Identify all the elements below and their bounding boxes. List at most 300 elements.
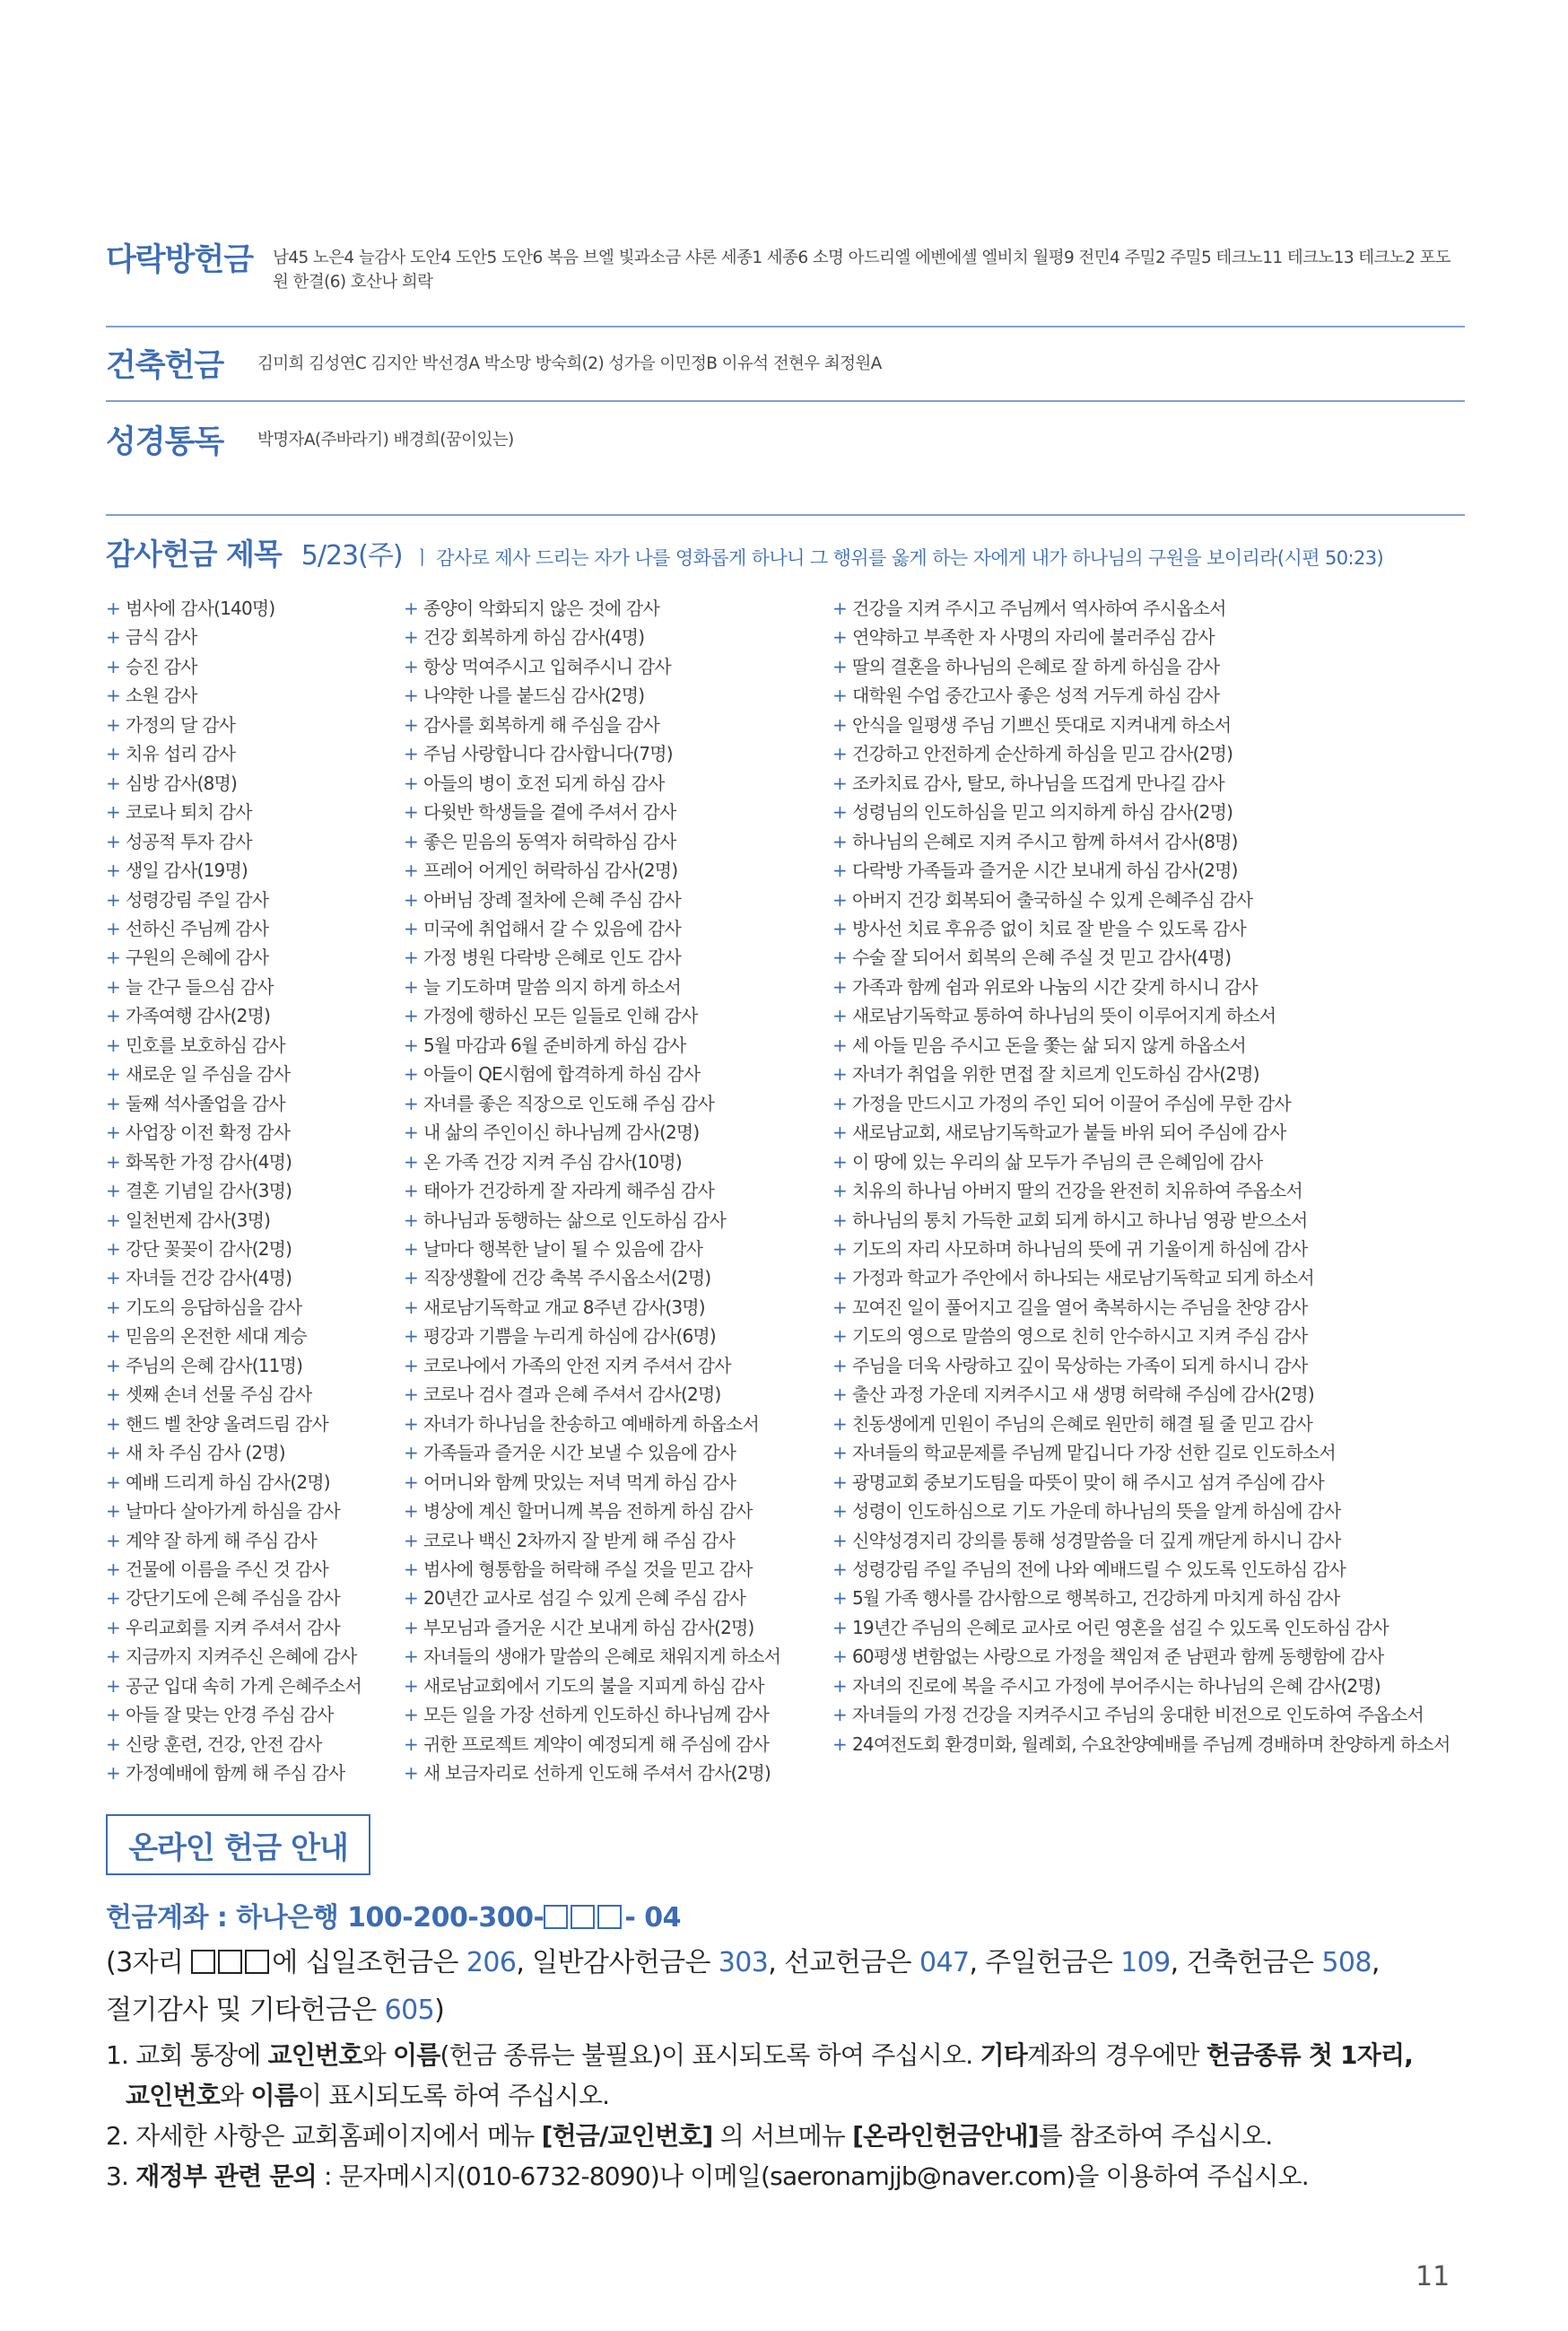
thanks-item: [832, 1060, 1450, 1088]
thanks-item-text: 가정의 달 감사: [125, 713, 236, 736]
plus-icon: +: [106, 1616, 120, 1638]
plus-icon: +: [404, 888, 418, 911]
note-text: (헌금 종류는 불필요)이 표시되도록 하여 주십시오.: [440, 2040, 980, 2070]
thanks-item-text: 내 삶의 주인이신 하나님께 감사(2명): [422, 1122, 700, 1144]
thanks-item: [832, 1001, 1450, 1030]
thanks-item: [404, 1700, 780, 1729]
plus-icon: +: [832, 947, 847, 969]
thanks-item: [106, 1759, 362, 1787]
thanks-item: [404, 1263, 780, 1292]
thanks-item-text: 새로남기독학교 통하여 하나님의 뜻이 이루어지게 하소서: [851, 1005, 1276, 1027]
plus-icon: +: [404, 830, 418, 852]
thanks-item-text: 가정 병원 다락방 은혜로 인도 감사: [422, 947, 682, 969]
thanks-item-text: 건물에 이름을 주신 것 감사: [125, 1558, 328, 1580]
thanks-item: [106, 1089, 362, 1118]
thanks-item: [106, 652, 362, 681]
thanks-item-text: 이 땅에 있는 우리의 삶 모두가 주님의 큰 은혜임에 감사: [851, 1150, 1263, 1173]
thanks-item-text: 19년간 주님의 은혜로 교사로 어린 영혼을 섬길 수 있도록 인도하심 감사: [851, 1616, 1389, 1638]
thanks-item: [832, 594, 1450, 623]
note-bold: [온라인헌금안내]: [852, 2121, 1039, 2151]
thanks-item-text: 병상에 계신 할머니께 복음 전하게 하심 감사: [422, 1500, 753, 1523]
thanks-item: [832, 1642, 1450, 1671]
thanks-item-text: 예배 드리게 하심 감사(2명): [125, 1471, 330, 1493]
plus-icon: +: [832, 1092, 847, 1114]
thanks-item: [404, 739, 780, 768]
blank-box: [191, 1950, 215, 1974]
thanks-item-text: 광명교회 중보기도팀을 따뜻이 맞이 해 주시고 섬겨 주심에 감사: [851, 1471, 1324, 1493]
thanks-item: [404, 973, 780, 1001]
thanks-item-text: 범사에 형통함을 허락해 주실 것을 믿고 감사: [422, 1558, 753, 1580]
plus-icon: +: [404, 1646, 418, 1668]
thanks-item: [106, 1206, 362, 1235]
thanks-item: [404, 914, 780, 943]
thanks-item-text: 자녀가 취업을 위한 면접 잘 치르게 인도하심 감사(2명): [851, 1063, 1259, 1086]
plus-icon: +: [832, 626, 847, 649]
plus-icon: +: [106, 743, 120, 765]
plus-icon: +: [832, 685, 847, 707]
thanks-item: [106, 623, 362, 651]
plus-icon: +: [106, 1063, 120, 1086]
thanks-item-text: 생일 감사(19명): [125, 860, 248, 882]
thanks-item-text: 새로남교회에서 기도의 불을 지피게 하심 감사: [422, 1674, 764, 1697]
thanks-item-text: 우리교회를 지켜 주셔서 감사: [125, 1616, 340, 1638]
thanks-item-text: 강단기도에 은혜 주심을 감사: [125, 1587, 340, 1610]
thanks-divider: [106, 514, 1465, 516]
thanks-item: [832, 1293, 1450, 1322]
thanks-verse: ㅣ 감사로 제사 드리는 자가 나를 영화롭게 하나니 그 행위를 옳게 하는 자에게 내가 하나님의 구원을 보이리라(시편 50:23): [413, 547, 1384, 569]
note-text: 1. 교회 통장에: [106, 2040, 268, 2070]
note-bold: [헌금/교인번호]: [541, 2121, 713, 2151]
plus-icon: +: [404, 1471, 418, 1493]
thanks-item-text: 수술 잘 되어서 회복의 은혜 주실 것 믿고 감사(4명): [851, 947, 1232, 969]
thanks-item: [832, 681, 1450, 710]
thanks-item-text: 자녀들 건강 감사(4명): [125, 1267, 292, 1289]
thanks-item-text: 20년간 교사로 섬길 수 있게 은혜 주심 감사: [422, 1587, 746, 1610]
thanks-item: [404, 681, 780, 710]
note-text: : 문자메시지(010-6732-8090)나 이메일(saeronamjjb@naver.com)을 이용하여 주십시오.: [316, 2161, 1309, 2191]
thanks-item-text: 코로나 백신 2차까지 잘 받게 해 주심 감사: [422, 1529, 736, 1551]
thanks-item: [404, 1380, 780, 1409]
thanks-item: [106, 1584, 362, 1612]
thanks-item: [106, 973, 362, 1001]
thanks-item: [404, 1730, 780, 1759]
codes-close: ): [434, 1995, 445, 2026]
plus-icon: +: [832, 1209, 847, 1231]
thanks-item: [106, 1263, 362, 1292]
thanks-item: [106, 1235, 362, 1263]
plus-icon: +: [832, 1412, 847, 1435]
thanks-item: [106, 1497, 362, 1525]
thanks-item: [404, 1322, 780, 1350]
thanks-item-text: 프레어 어게인 허락하심 감사(2명): [422, 860, 678, 882]
thanks-item-text: 치유의 하나님 아버지 딸의 건강을 완전히 치유하여 주옵소서: [851, 1180, 1302, 1202]
thanks-item-text: 코로나 퇴치 감사: [125, 801, 252, 824]
thanks-item: [404, 1060, 780, 1088]
thanks-item-text: 5월 가족 행사를 감사함으로 행복하고, 건강하게 마치게 하심 감사: [851, 1587, 1340, 1610]
thanks-item: [106, 1031, 362, 1060]
plus-icon: +: [832, 1063, 847, 1086]
plus-icon: +: [106, 860, 120, 882]
thanks-item-text: 대학원 수업 중간고사 좋은 성적 거두게 하심 감사: [851, 685, 1220, 707]
thanks-item-text: 주님 사랑합니다 감사합니다(7명): [422, 743, 673, 765]
thanks-item: [832, 973, 1450, 1001]
thanks-item-text: 아들이 QE시험에 합격하게 하심 감사: [422, 1063, 701, 1086]
plus-icon: +: [106, 1529, 120, 1551]
plus-icon: +: [404, 1384, 418, 1406]
thanks-item-text: 둘째 석사졸업을 감사: [125, 1092, 285, 1114]
thanks-item-text: 연약하고 부족한 자 사명의 자리에 불러주심 감사: [851, 626, 1215, 649]
plus-icon: +: [106, 1471, 120, 1493]
thanks-item-text: 기도의 자리 사모하며 하나님의 뜻에 귀 기울이게 하심에 감사: [851, 1237, 1308, 1260]
thanks-column-2: [404, 594, 780, 1788]
thanks-item-text: 모든 일을 가장 선하게 인도하신 하나님께 감사: [422, 1704, 770, 1726]
thanks-item: [404, 1642, 780, 1671]
thanks-item-text: 종양이 악화되지 않은 것에 감사: [422, 598, 659, 619]
note-text: 이 표시되도록 하여 주십시오.: [297, 2081, 610, 2110]
thanks-item: [106, 1526, 362, 1555]
plus-icon: +: [106, 830, 120, 852]
plus-icon: +: [832, 772, 847, 794]
plus-icon: +: [832, 1471, 847, 1493]
thanks-item-text: 5월 마감과 6월 준비하게 하심 감사: [422, 1034, 686, 1056]
plus-icon: +: [106, 598, 120, 619]
plus-icon: +: [106, 1412, 120, 1435]
note-bold: 교인번호: [126, 2081, 220, 2110]
plus-icon: +: [106, 917, 120, 939]
darak-names: 남45 노은4 늘감사 도안4 도안5 도안6 복음 브엘 빛과소금 샤론 세종1 세종6 소명 아드리엘 에벤에셀 엘비치 월평9 전민4 주밀2 주밀5 테크노11 테크노13 테크노2 포도원 한결(6) 호산나 희락: [273, 249, 1451, 292]
thanks-item: [106, 1730, 362, 1759]
thanks-item: [404, 1206, 780, 1235]
thanks-item: [404, 1351, 780, 1380]
thanks-item: [404, 856, 780, 885]
plus-icon: +: [106, 1587, 120, 1610]
thanks-item: [832, 1235, 1450, 1263]
thanks-item: [106, 1613, 362, 1642]
plus-icon: +: [106, 1209, 120, 1231]
building-divider: [106, 400, 1465, 402]
codes-mission-label: , 선교헌금은: [768, 1947, 919, 1978]
thanks-item: [404, 798, 780, 826]
plus-icon: +: [106, 685, 120, 707]
plus-icon: +: [832, 1354, 847, 1376]
thanks-item: [106, 914, 362, 943]
thanks-item-text: 세 아들 믿음 주시고 돈을 쫓는 삶 되지 않게 하옵소서: [851, 1034, 1246, 1056]
thanks-item: [404, 769, 780, 798]
bible-title: 성경통독: [106, 424, 224, 460]
plus-icon: +: [404, 1529, 418, 1551]
thanks-item-text: 태아가 건강하게 잘 자라게 해주심 감사: [422, 1180, 715, 1202]
codes-line-2: [106, 1986, 1451, 2034]
plus-icon: +: [404, 1587, 418, 1610]
thanks-item-text: 아들의 병이 호전 되게 하심 감사: [422, 772, 665, 794]
thanks-item-text: 부모님과 즐거운 시간 보내게 하심 감사(2명): [422, 1616, 754, 1638]
plus-icon: +: [832, 1704, 847, 1726]
thanks-item: [404, 1293, 780, 1322]
plus-icon: +: [404, 1237, 418, 1260]
thanks-item-text: 미국에 취업해서 갈 수 있음에 감사: [422, 917, 682, 939]
plus-icon: +: [106, 626, 120, 649]
thanks-item-text: 날마다 행복한 날이 될 수 있음에 감사: [422, 1237, 703, 1260]
offering-codes: [106, 1939, 1451, 2034]
plus-icon: +: [832, 655, 847, 677]
plus-icon: +: [404, 1354, 418, 1376]
thanks-item: [106, 681, 362, 710]
plus-icon: +: [404, 1616, 418, 1638]
thanks-item-text: 24여전도회 환경미화, 월례회, 수요찬양예배를 주님께 경배하며 찬양하게 하소서: [851, 1733, 1450, 1755]
plus-icon: +: [404, 1034, 418, 1056]
plus-icon: +: [404, 743, 418, 765]
building-title: 건축헌금: [106, 348, 224, 384]
thanks-item-text: 아들 잘 맞는 안경 주심 감사: [125, 1704, 334, 1726]
codes-line-1: (3자리 에 십일조헌금은 206, 일반감사헌금은 303, 선교헌금은 047, 주일헌금은 109, 건축헌금은 508,: [106, 1947, 1380, 1978]
thanks-item: [106, 1438, 362, 1467]
thanks-item: [404, 594, 780, 623]
thanks-item: [832, 1118, 1450, 1147]
thanks-item-text: 공군 입대 속히 가게 은혜주소서: [125, 1674, 362, 1697]
thanks-item: [106, 1176, 362, 1205]
plus-icon: +: [106, 772, 120, 794]
code-sunday: 109: [1120, 1947, 1171, 1978]
plus-icon: +: [404, 947, 418, 969]
plus-icon: +: [404, 1674, 418, 1697]
plus-icon: +: [106, 655, 120, 677]
thanks-item: [832, 1263, 1450, 1292]
thanks-item-text: 새로남교회, 새로남기독학교가 붙들 바위 되어 주심에 감사: [851, 1122, 1286, 1144]
codes-tithe-label: 에 십일조헌금은: [272, 1947, 466, 1978]
plus-icon: +: [106, 1558, 120, 1580]
code-mission: 047: [919, 1947, 970, 1978]
codes-sunday-label: , 주일헌금은: [969, 1947, 1121, 1978]
plus-icon: +: [832, 975, 847, 998]
plus-icon: +: [404, 772, 418, 794]
plus-icon: +: [106, 1092, 120, 1114]
thanks-item: [404, 886, 780, 914]
plus-icon: +: [404, 1150, 418, 1173]
thanks-item-text: 하나님의 은혜로 지켜 주시고 함께 하셔서 감사(8명): [851, 830, 1238, 852]
notes: [106, 2035, 1469, 2196]
thanks-item-text: 가족여행 감사(2명): [125, 1005, 271, 1027]
plus-icon: +: [404, 1733, 418, 1755]
note-3: [106, 2156, 1469, 2196]
plus-icon: +: [832, 1122, 847, 1144]
thanks-item-text: 강단 꽃꽂이 감사(2명): [125, 1237, 292, 1260]
darak-divider: [106, 326, 1465, 327]
plus-icon: +: [832, 917, 847, 939]
thanks-item: [106, 1468, 362, 1497]
plus-icon: +: [106, 1500, 120, 1523]
account-prefix: 헌금계좌 : 하나은행 100-200-300-: [106, 1902, 544, 1934]
note-bold: 이름: [250, 2081, 298, 2110]
plus-icon: +: [832, 830, 847, 852]
plus-icon: +: [404, 1180, 418, 1202]
plus-icon: +: [404, 1325, 418, 1348]
online-offering-title: 온라인 헌금 안내: [128, 1829, 348, 1866]
note-text: 의 서브메뉴: [712, 2121, 853, 2151]
thanks-item: [404, 1118, 780, 1147]
thanks-item-text: 승진 감사: [125, 655, 197, 677]
blank-box: [245, 1950, 269, 1974]
thanks-item: [106, 1351, 362, 1380]
plus-icon: +: [832, 1442, 847, 1464]
thanks-item: [106, 1642, 362, 1671]
thanks-item-text: 감사를 회복하게 해 주심을 감사: [422, 713, 659, 736]
code-tithe: 206: [466, 1947, 517, 1978]
plus-icon: +: [404, 1296, 418, 1318]
thanks-item: [106, 1118, 362, 1147]
thanks-item: [106, 1148, 362, 1176]
thanks-item: [404, 623, 780, 651]
codes-building-label: , 건축헌금은: [1170, 1947, 1322, 1978]
plus-icon: +: [404, 1092, 418, 1114]
thanks-item: [404, 1089, 780, 1118]
thanks-item-text: 가정예배에 함께 해 주심 감사: [125, 1762, 345, 1785]
plus-icon: +: [832, 1296, 847, 1318]
thanks-item: [832, 1176, 1450, 1205]
thanks-item: [106, 594, 362, 623]
plus-icon: +: [106, 1180, 120, 1202]
note-2: [106, 2116, 1469, 2156]
thanks-item: [404, 1001, 780, 1030]
plus-icon: +: [106, 1704, 120, 1726]
plus-icon: +: [832, 713, 847, 736]
thanks-item-text: 60평생 변함없는 사랑으로 가정을 책임져 준 남편과 함께 동행함에 감사: [851, 1646, 1384, 1668]
thanks-item-text: 가정과 학교가 주안에서 하나되는 새로남기독학교 되게 하소서: [851, 1267, 1314, 1289]
thanks-item: [832, 1613, 1450, 1642]
plus-icon: +: [832, 1646, 847, 1668]
plus-icon: +: [106, 1237, 120, 1260]
plus-icon: +: [832, 801, 847, 824]
thanks-item-text: 출산 과정 가운데 지켜주시고 새 생명 허락해 주심에 감사(2명): [851, 1384, 1314, 1406]
plus-icon: +: [404, 1704, 418, 1726]
note-bold: 교인번호: [267, 2040, 362, 2070]
note-bold: 헌금종류 첫 1자리,: [1206, 2040, 1414, 2070]
thanks-item: [832, 1206, 1450, 1235]
plus-icon: +: [404, 917, 418, 939]
thanks-item: [404, 827, 780, 856]
thanks-item-text: 사업장 이전 확정 감사: [125, 1122, 291, 1144]
thanks-item: [404, 1468, 780, 1497]
note-text: 2. 자세한 사항은 교회홈페이지에서 메뉴: [106, 2121, 542, 2151]
thanks-item: [106, 827, 362, 856]
thanks-item: [106, 886, 362, 914]
thanks-item-text: 가정에 행하신 모든 일들로 인해 감사: [422, 1005, 698, 1027]
thanks-item: [106, 1380, 362, 1409]
thanks-item-text: 건강하고 안전하게 순산하게 하심을 믿고 감사(2명): [851, 743, 1233, 765]
thanks-item: [832, 769, 1450, 798]
thanks-item: [832, 856, 1450, 885]
plus-icon: +: [106, 975, 120, 998]
thanks-item-text: 하나님의 통치 가득한 교회 되게 하시고 하나님 영광 받으소서: [851, 1209, 1308, 1231]
plus-icon: +: [832, 1529, 847, 1551]
thanks-item-text: 자녀를 좋은 직장으로 인도해 주심 감사: [422, 1092, 715, 1114]
thanks-item: [106, 1001, 362, 1030]
thanks-item-text: 꼬여진 일이 풀어지고 길을 열어 축복하시는 주님을 찬양 감사: [851, 1296, 1308, 1318]
plus-icon: +: [404, 1500, 418, 1523]
thanks-item: [106, 1060, 362, 1088]
thanks-item: [832, 1700, 1450, 1729]
thanks-item-text: 계약 잘 하게 해 주심 감사: [125, 1529, 317, 1551]
thanks-item-text: 아버님 장례 절차에 은혜 주심 감사: [422, 888, 682, 911]
thanks-item: [106, 1672, 362, 1700]
thanks-item: [404, 652, 780, 681]
thanks-item: [404, 1759, 780, 1787]
thanks-item-text: 금식 감사: [125, 626, 197, 649]
plus-icon: +: [832, 1237, 847, 1260]
thanks-item: [832, 914, 1450, 943]
thanks-item-text: 온 가족 건강 지켜 주심 감사(10명): [422, 1150, 682, 1173]
plus-icon: +: [404, 1442, 418, 1464]
thanks-item-text: 친동생에게 민원이 주님의 은혜로 원만히 해결 될 줄 믿고 감사: [851, 1412, 1312, 1435]
thanks-item: [404, 1672, 780, 1700]
thanks-item-text: 범사에 감사(140명): [125, 598, 275, 619]
thanks-item-text: 기도의 응답하심을 감사: [125, 1296, 302, 1318]
thanks-item: [106, 798, 362, 826]
codes-general-label: , 일반감사헌금은: [516, 1947, 719, 1978]
thanks-item-text: 기도의 영으로 말씀의 영으로 친히 안수하시고 지켜 주심 감사: [851, 1325, 1308, 1348]
thanks-item-text: 핸드 벨 찬양 올려드림 감사: [125, 1412, 328, 1435]
plus-icon: +: [404, 1558, 418, 1580]
thanks-item: [832, 943, 1450, 972]
plus-icon: +: [404, 1063, 418, 1086]
thanks-item: [832, 1672, 1450, 1700]
note-bold: 기타: [980, 2040, 1027, 2070]
thanks-item-text: 성령이 인도하심으로 기도 가운데 하나님의 뜻을 알게 하심에 감사: [851, 1500, 1341, 1523]
thanks-item: [106, 1293, 362, 1322]
thanks-item: [106, 739, 362, 768]
thanks-item: [404, 1438, 780, 1467]
thanks-item: [404, 1497, 780, 1525]
thanks-item: [106, 711, 362, 739]
thanks-item-text: 귀한 프로젝트 계약이 예정되게 해 주심에 감사: [422, 1733, 770, 1755]
plus-icon: +: [832, 1150, 847, 1173]
thanks-item: [404, 1031, 780, 1060]
thanks-item: [832, 1031, 1450, 1060]
thanks-item: [832, 652, 1450, 681]
note-text: 를 참조하여 주십시오.: [1038, 2121, 1273, 2151]
plus-icon: +: [404, 1005, 418, 1027]
thanks-item: [106, 769, 362, 798]
thanks-item: [404, 1613, 780, 1642]
thanks-item-text: 신약성경지리 강의를 통해 성경말씀을 더 깊게 깨닫게 하시니 감사: [851, 1529, 1341, 1551]
thanks-item-text: 자녀들의 생애가 말씀의 은혜로 채워지게 하소서: [422, 1646, 781, 1668]
plus-icon: +: [832, 1587, 847, 1610]
thanks-item: [106, 943, 362, 972]
plus-icon: +: [832, 1558, 847, 1580]
plus-icon: +: [832, 1384, 847, 1406]
thanks-item: [832, 1497, 1450, 1525]
plus-icon: +: [832, 1674, 847, 1697]
thanks-item: [404, 943, 780, 972]
thanks-item-text: 성령강림 주일 주님의 전에 나와 예배드릴 수 있도록 인도하심 감사: [851, 1558, 1346, 1580]
plus-icon: +: [832, 1500, 847, 1523]
thanks-item-text: 좋은 믿음의 동역자 허락하심 감사: [422, 830, 676, 852]
plus-icon: +: [832, 888, 847, 911]
thanks-item-text: 신랑 훈련, 건강, 안전 감사: [125, 1733, 322, 1755]
thanks-item: [832, 623, 1450, 651]
thanks-title: 감사헌금 제목: [106, 537, 282, 572]
plus-icon: +: [106, 1034, 120, 1056]
thanks-column-3: [832, 594, 1450, 1759]
thanks-item: [106, 1555, 362, 1584]
thanks-item: [832, 1148, 1450, 1176]
account-line: [106, 1895, 681, 1934]
thanks-item-text: 소원 감사: [125, 685, 197, 707]
thanks-item-text: 건강 회복하게 하심 감사(4명): [422, 626, 645, 649]
plus-icon: +: [404, 1412, 418, 1435]
thanks-item: [404, 1584, 780, 1612]
thanks-item-text: 늘 간구 들으심 감사: [125, 975, 274, 998]
thanks-item: [106, 1700, 362, 1729]
